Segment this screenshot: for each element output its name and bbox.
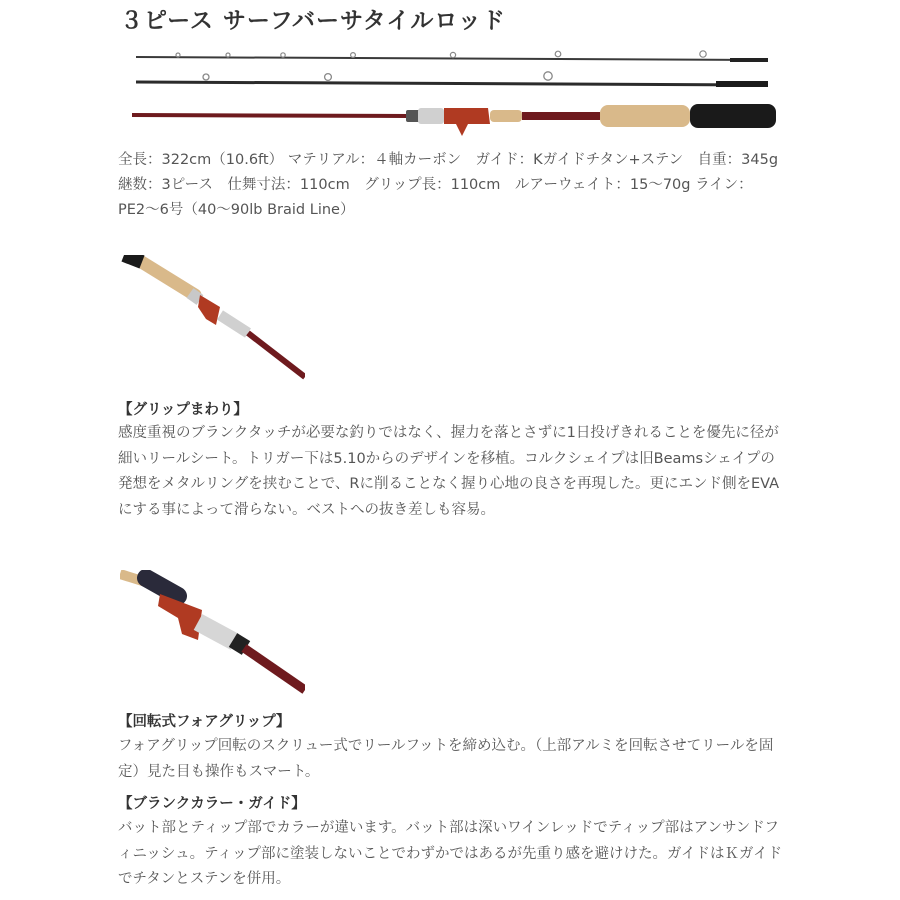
section-text-fore-grip: フォアグリップ回転のスクリュー式でリールフットを締め込む。（上部アルミを回転させてリールを固定）見た目も操作もスマート。 [118,738,774,780]
grip-detail-image [120,255,305,385]
fore-grip-image [120,570,305,695]
section-text-grip: 感度重視のブランクタッチが必要な釣りではなく、握力を落とさずに1日投げきれることを優先に径が細いリールシート。トリガー下は5.10からのデザインを移植。コルクシェイプは旧Beamsシェイプの発想をメタルリングを挟むことで、Rに削ることなく握り心地の良さを再現した。更にエンド側をEVAにする事によって滑らない。ベストへの抜き差しも容易。 [118,425,780,518]
rod-pieces-image [118,42,783,142]
section-text-blank-color: バット部とティップ部でカラーが違います。バット部は深いワインレッドでティップ部はアンサンドフィニッシュ。ティップ部に塗装しないことでわずかではあるが先重り感を避けけた。ガイドはＫガイドでチタンとステンを併用。 [118,820,783,887]
product-title: ３ピース サーフバーサタイルロッド [120,8,506,34]
section-heading-fore-grip: 【回転式フォアグリップ】 [118,714,291,730]
spec-text: 全長：322cm（10.6ft） マテリアル：４軸カーボン ガイド：Kガイドチタン+ステン 自重：345g 継数：3ピース 仕舞寸法：110cm グリップ長：110cm ルアーウェイト：15〜70g ライン：PE2〜6号（40〜90lb Braid Line） [118,152,793,218]
section-heading-blank-color: 【ブランクカラー・ガイド】 [118,796,306,812]
section-heading-grip: 【グリップまわり】 [118,402,248,418]
